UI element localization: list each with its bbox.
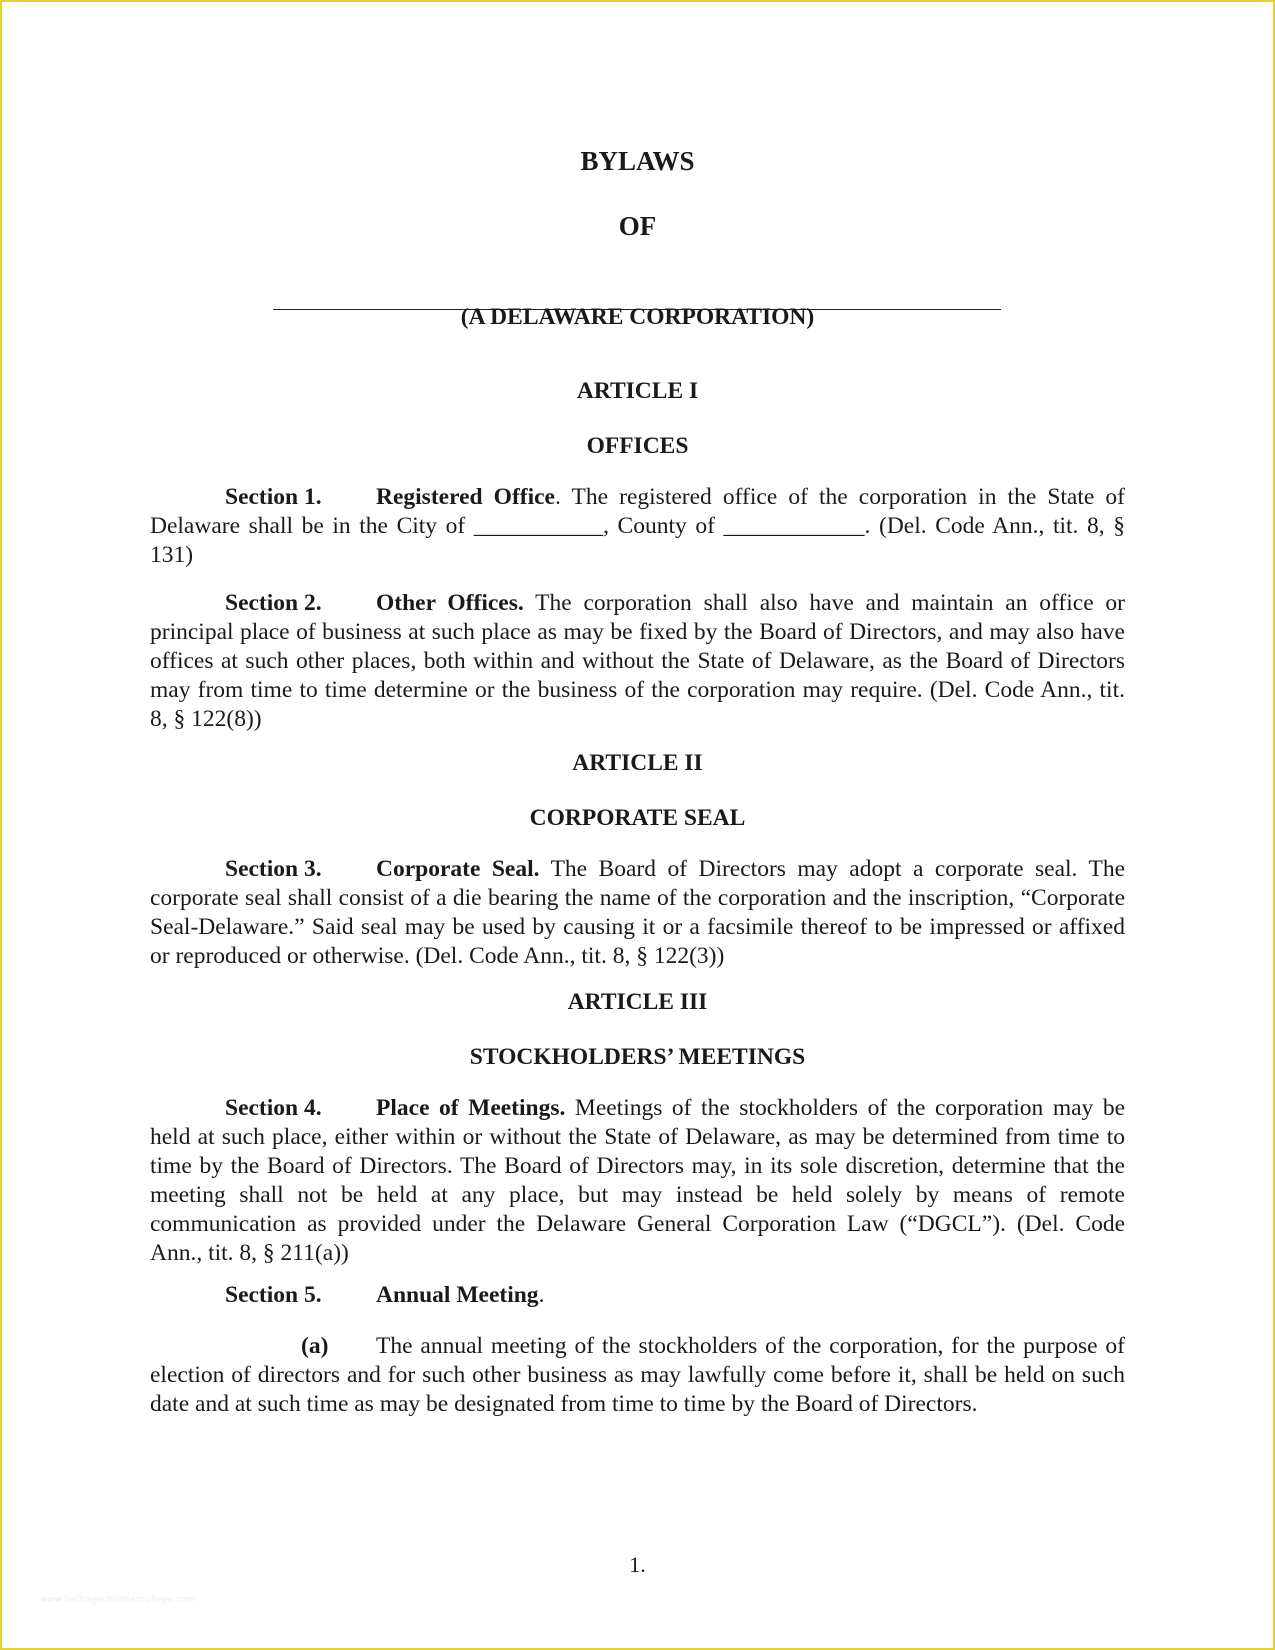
section-paragraph (150, 855, 1125, 971)
section-number: Section 2. (225, 590, 322, 616)
section-title: Registered Office (376, 484, 555, 510)
section-number: Section 5. (225, 1282, 322, 1308)
section-number: Section 1. (225, 484, 322, 510)
section-number: Section 4. (225, 1095, 322, 1121)
document-title: BYLAWS (580, 146, 695, 176)
section-paragraph (150, 483, 1125, 570)
section-title: Corporate Seal. (376, 856, 540, 882)
section-paragraph (150, 589, 1125, 734)
document-title-of: OF (618, 211, 657, 241)
article-heading: ARTICLE II (572, 750, 703, 776)
watermark-text: www.heritagechristiancollege.com (40, 1595, 195, 1605)
section-paragraph (150, 1094, 1125, 1268)
section-body: The Board of Directors may adopt a corporate seal. The corporate seal shall consist of a die bearing the name of the corporation and the inscription, “Corporate Seal-Delaware.” Said seal may be used by causing it or a facsimile thereof to be impressed or affixed or reproduced or otherwise. (Del. Code Ann., tit. 8, § 122(3)) (150, 856, 1126, 969)
section-body: Meetings of the stockholders of the corporation may be held at such place, either within or without the State of Delaware, as may be determined from time to time by the Board of Directors. The Board of Directors may, in its sole discretion, determine that the meeting shall not be held at any place, but may instead be held solely by means of remote communication as provided under the Delaware General Corporation Law (“DGCL”). (Del. Code Ann., tit. 8, § 211(a)) (150, 1095, 1125, 1266)
section-title-suffix: . (538, 1282, 545, 1308)
section-title: Annual Meeting (376, 1282, 539, 1308)
section-body: The registered office of the corporation in the State of Delaware shall be in the City of ___________, County of ____________. (Del. Code Ann., tit. 8, § 131) (150, 484, 1125, 568)
subsection-label: (a) (301, 1333, 329, 1359)
article-name: OFFICES (586, 433, 689, 459)
article-name: CORPORATE SEAL (529, 805, 746, 831)
article-name: STOCKHOLDERS’ MEETINGS (469, 1044, 806, 1070)
article-heading: ARTICLE I (576, 378, 699, 404)
section-title: Other Offices. (376, 590, 524, 616)
section-number: Section 3. (225, 856, 322, 882)
section-title: Place of Meetings. (376, 1095, 566, 1121)
section-body: The corporation shall also have and maintain an office or principal place of business at such place as may be fixed by the Board of Directors, and may also have offices at such other places, both within and without the State of Delaware, as the Board of Directors may from time to time determine or the business of the corporation may require. (Del. Code Ann., tit. 8, § 122(8)) (150, 590, 1126, 732)
subsection-paragraph (150, 1332, 1125, 1419)
subsection-body: The annual meeting of the stockholders of the corporation, for the purpose of election of directors and for such other business as may lawfully come before it, shall be held on such date and at such time as may be designated from time to time by the Board of Directors. (150, 1333, 1125, 1417)
document-subtitle: (A DELAWARE CORPORATION) (460, 304, 815, 330)
section-title-suffix: . (555, 484, 561, 510)
page-number: 1. (629, 1552, 646, 1577)
article-heading: ARTICLE III (567, 989, 708, 1015)
section-paragraph (150, 1281, 1125, 1310)
